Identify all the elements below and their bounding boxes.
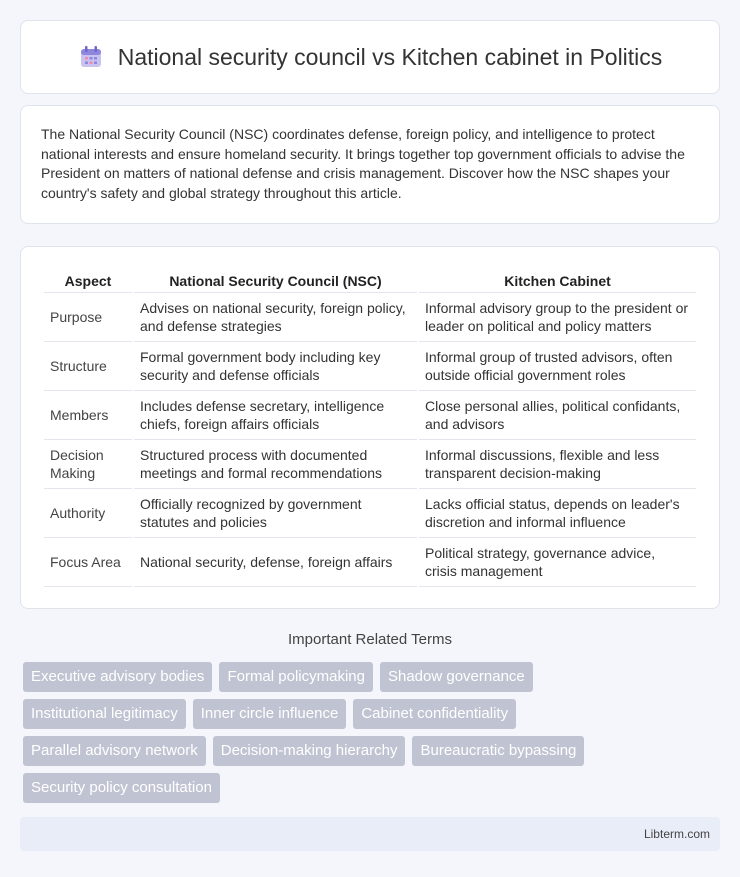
row-nsc: Advises on national security, foreign policy, and defense strategies	[134, 293, 417, 342]
row-kitchen-cabinet: Informal group of trusted advisors, often outside official government roles	[419, 342, 696, 391]
related-terms-list	[20, 662, 620, 803]
calendar-icon	[78, 44, 104, 70]
table-header-row	[44, 267, 696, 293]
comparison-table	[42, 267, 698, 587]
related-term-tag[interactable]: Executive advisory bodies	[23, 662, 212, 692]
row-nsc: Officially recognized by government statutes and policies	[134, 489, 417, 538]
table-row	[44, 440, 696, 489]
header-nsc: National Security Council (NSC)	[134, 267, 417, 293]
row-aspect: Structure	[44, 342, 132, 391]
comparison-table-card	[20, 246, 720, 609]
row-nsc: Formal government body including key security and defense officials	[134, 342, 417, 391]
row-aspect: Purpose	[44, 293, 132, 342]
row-aspect: Authority	[44, 489, 132, 538]
related-term-tag[interactable]: Bureaucratic bypassing	[412, 736, 584, 766]
row-aspect: Members	[44, 391, 132, 440]
related-term-tag[interactable]: Inner circle influence	[193, 699, 347, 729]
related-term-tag[interactable]: Cabinet confidentiality	[353, 699, 516, 729]
row-kitchen-cabinet: Lacks official status, depends on leader's discretion and informal influence	[419, 489, 696, 538]
row-kitchen-cabinet: Political strategy, governance advice, crisis management	[419, 538, 696, 587]
related-term-tag[interactable]: Security policy consultation	[23, 773, 220, 803]
related-term-tag[interactable]: Decision-making hierarchy	[213, 736, 406, 766]
related-term-tag[interactable]: Shadow governance	[380, 662, 533, 692]
row-aspect: Decision Making	[44, 440, 132, 489]
related-term-tag[interactable]: Institutional legitimacy	[23, 699, 186, 729]
header-kitchen-cabinet: Kitchen Cabinet	[419, 267, 696, 293]
table-row	[44, 489, 696, 538]
footer	[20, 817, 720, 851]
table-row	[44, 293, 696, 342]
page-title: National security council vs Kitchen cabinet in Politics	[117, 43, 663, 70]
related-terms-title: Important Related Terms	[288, 631, 452, 648]
row-kitchen-cabinet: Close personal allies, political confidants, and advisors	[419, 391, 696, 440]
row-kitchen-cabinet: Informal advisory group to the president or leader on political and policy matters	[419, 293, 696, 342]
row-nsc: Structured process with documented meetings and formal recommendations	[134, 440, 417, 489]
table-row	[44, 391, 696, 440]
intro-card	[20, 105, 720, 224]
table-row	[44, 342, 696, 391]
table-row	[44, 538, 696, 587]
row-aspect: Focus Area	[44, 538, 132, 587]
intro-text: The National Security Council (NSC) coordinates defense, foreign policy, and intelligence to protect national interests and ensure homeland security. It brings together top government officials to advise the President on matters of national defense and crisis management. Discover how the NSC shapes your country's safety and global strategy throughout this article.	[41, 126, 685, 201]
row-nsc: National security, defense, foreign affairs	[134, 538, 417, 587]
related-term-tag[interactable]: Parallel advisory network	[23, 736, 206, 766]
related-term-tag[interactable]: Formal policymaking	[219, 662, 373, 692]
footer-site-link[interactable]: Libterm.com	[643, 827, 710, 841]
header-card	[20, 20, 720, 94]
header-aspect: Aspect	[44, 267, 132, 293]
row-nsc: Includes defense secretary, intelligence chiefs, foreign affairs officials	[134, 391, 417, 440]
row-kitchen-cabinet: Informal discussions, flexible and less transparent decision-making	[419, 440, 696, 489]
